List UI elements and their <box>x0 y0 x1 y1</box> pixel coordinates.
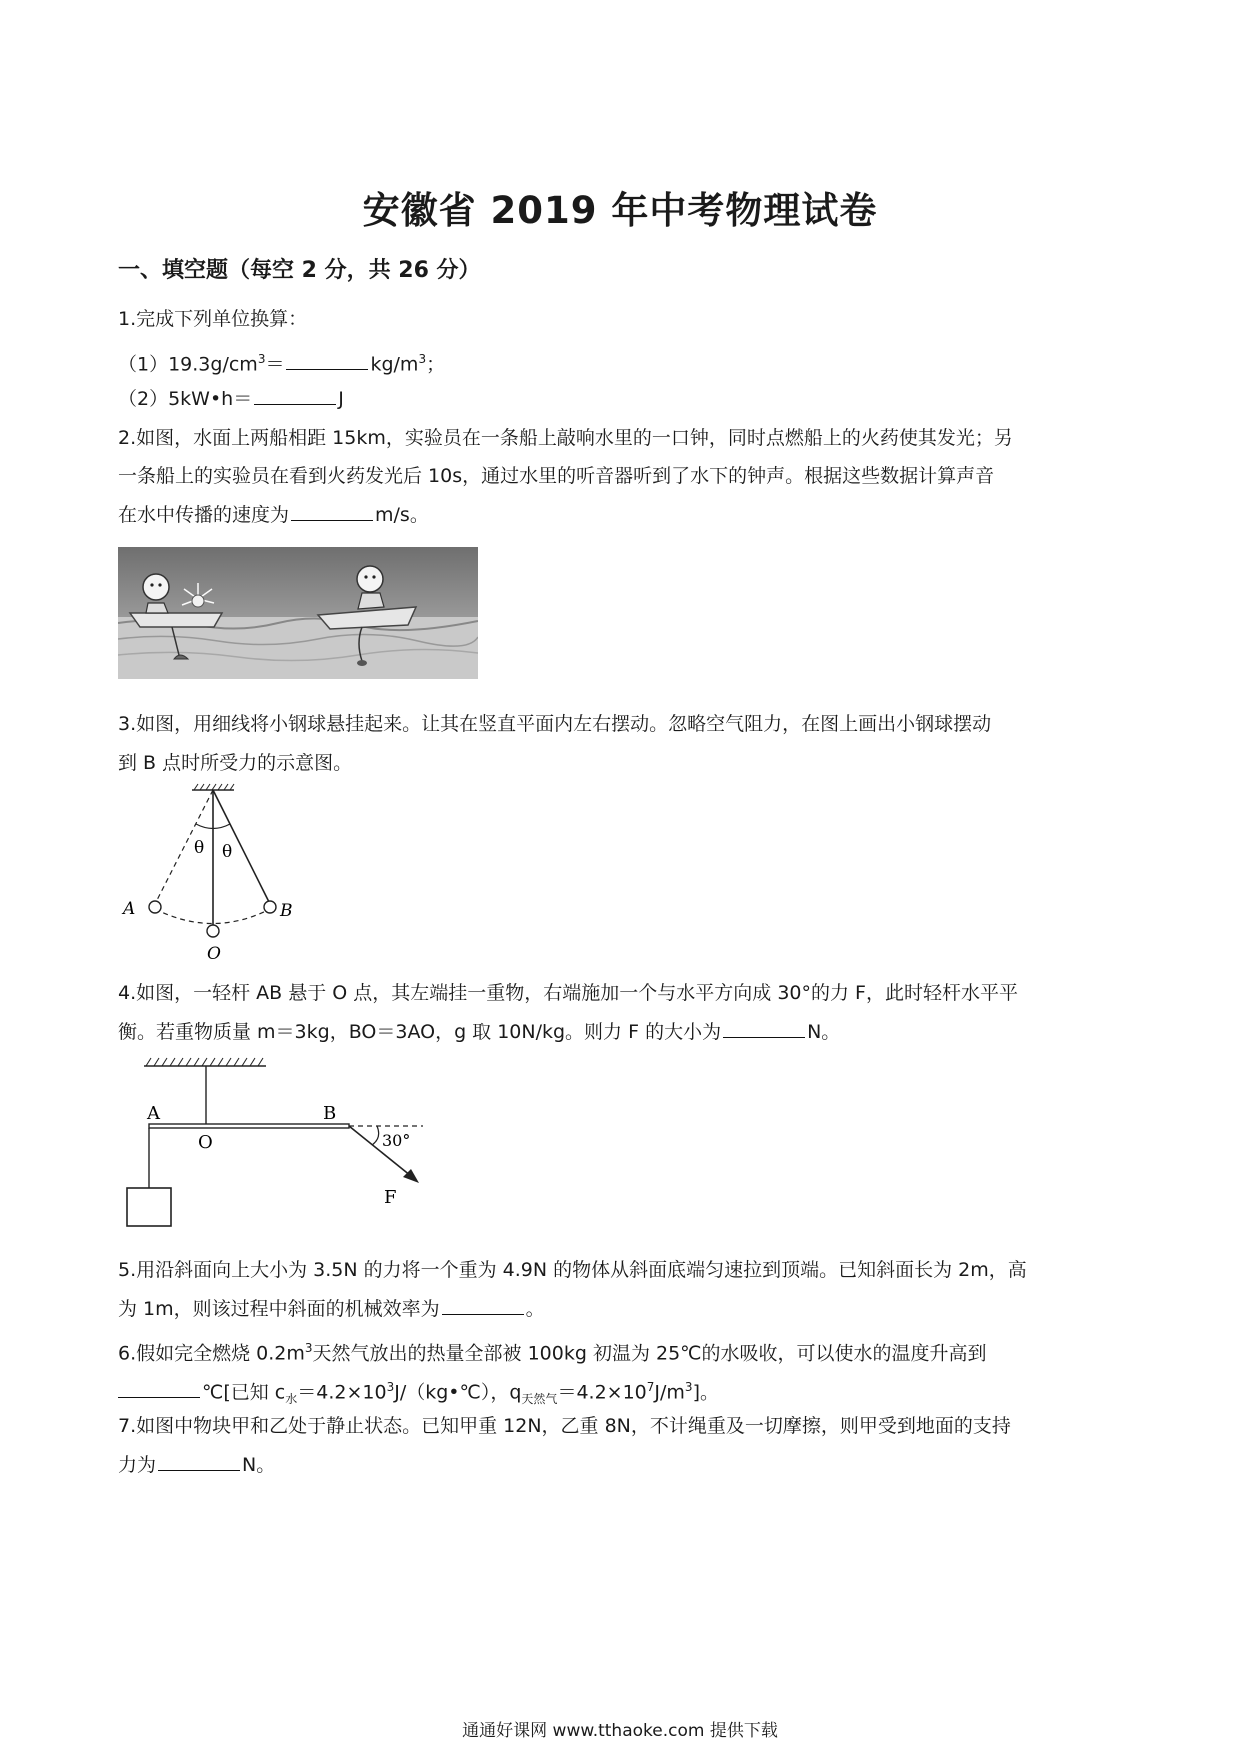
lever-figure <box>118 1050 438 1235</box>
q4-line1: 4.如图，一轻杆 AB 悬于 O 点，其左端挂一重物，右端施加一个与水平方向成 30°的力 F，此时轻杆水平平 <box>118 982 1018 1004</box>
q2-line1: 2.如图，水面上两船相距 15km，实验员在一条船上敲响水里的一口钟，同时点燃船上的火药使其发光；另 <box>118 427 1013 449</box>
boats-figure <box>118 547 478 679</box>
q3-line1: 3.如图，用细线将小钢球悬挂起来。让其在竖直平面内左右摆动。忽略空气阻力，在图上画出小钢球摆动 <box>118 713 992 735</box>
answer-blank <box>442 1296 524 1315</box>
q7-line1: 7.如图中物块甲和乙处于静止状态。已知甲重 12N，乙重 8N，不计绳重及一切摩擦，则甲受到地面的支持 <box>118 1415 1011 1437</box>
q3-line2: 到 B 点时所受力的示意图。 <box>118 752 353 774</box>
answer-blank <box>286 351 368 370</box>
section-heading: 一、填空题（每空 2 分，共 26 分） <box>118 258 481 283</box>
answer-blank <box>254 386 336 405</box>
q4-line2: 衡。若重物质量 m＝3kg，BO＝3AO，g 取 10N/kg。则力 F 的大小为 N。 <box>118 1021 841 1043</box>
q5-line2: 为 1m，则该过程中斜面的机械效率为 。 <box>118 1298 545 1320</box>
point-a-label: A <box>123 899 136 919</box>
answer-blank <box>118 1379 200 1398</box>
q1-part1: $(1)19.3g/cm^3= kg/m^3$； <box>118 352 446 376</box>
lever-point-o-label: O <box>198 1132 213 1153</box>
q7-line2: 力为 N。 <box>118 1454 276 1476</box>
lever-point-a-label: A <box>147 1103 160 1124</box>
q6-line2: ℃[已知 $c_水=4.2\times 10^3J/(kg•℃)$，$q_{天然气}=4.2\times 10^7J/m^3$]。 <box>118 1374 719 1412</box>
q1-stem: 1.完成下列单位换算： <box>118 308 308 330</box>
point-b-label: B <box>280 901 293 921</box>
angle-label: 30° <box>382 1131 411 1150</box>
q1-part2: （2）5kW•h＝ J <box>118 388 344 410</box>
force-f-label: F <box>384 1187 397 1208</box>
answer-blank <box>291 502 373 521</box>
theta-right-label: θ <box>222 842 233 862</box>
page-title: 安徽省 2019 年中考物理试卷 <box>362 189 878 232</box>
lever-point-b-label: B <box>323 1103 337 1124</box>
point-o-label: O <box>207 944 221 963</box>
pendulum-figure <box>118 783 318 963</box>
theta-left-label: θ <box>194 838 205 858</box>
answer-blank <box>723 1019 805 1038</box>
q6-line1: 6.假如完全燃烧 $0.2m^3$天然气放出的热量全部被 100kg 初温为 25℃的水吸收，可以使水的温度升高到 <box>118 1341 987 1365</box>
q2-line2: 一条船上的实验员在看到火药发光后 10s，通过水里的听音器听到了水下的钟声。根据这些数据计算声音 <box>118 465 995 487</box>
page-footer: 通通好课网 www.tthaoke.com 提供下载 <box>462 1721 778 1741</box>
q2-line3: 在水中传播的速度为 m/s。 <box>118 504 429 526</box>
q5-line1: 5.用沿斜面向上大小为 3.5N 的力将一个重为 4.9N 的物体从斜面底端匀速拉到顶端。已知斜面长为 2m，高 <box>118 1259 1027 1281</box>
answer-blank <box>158 1452 240 1471</box>
